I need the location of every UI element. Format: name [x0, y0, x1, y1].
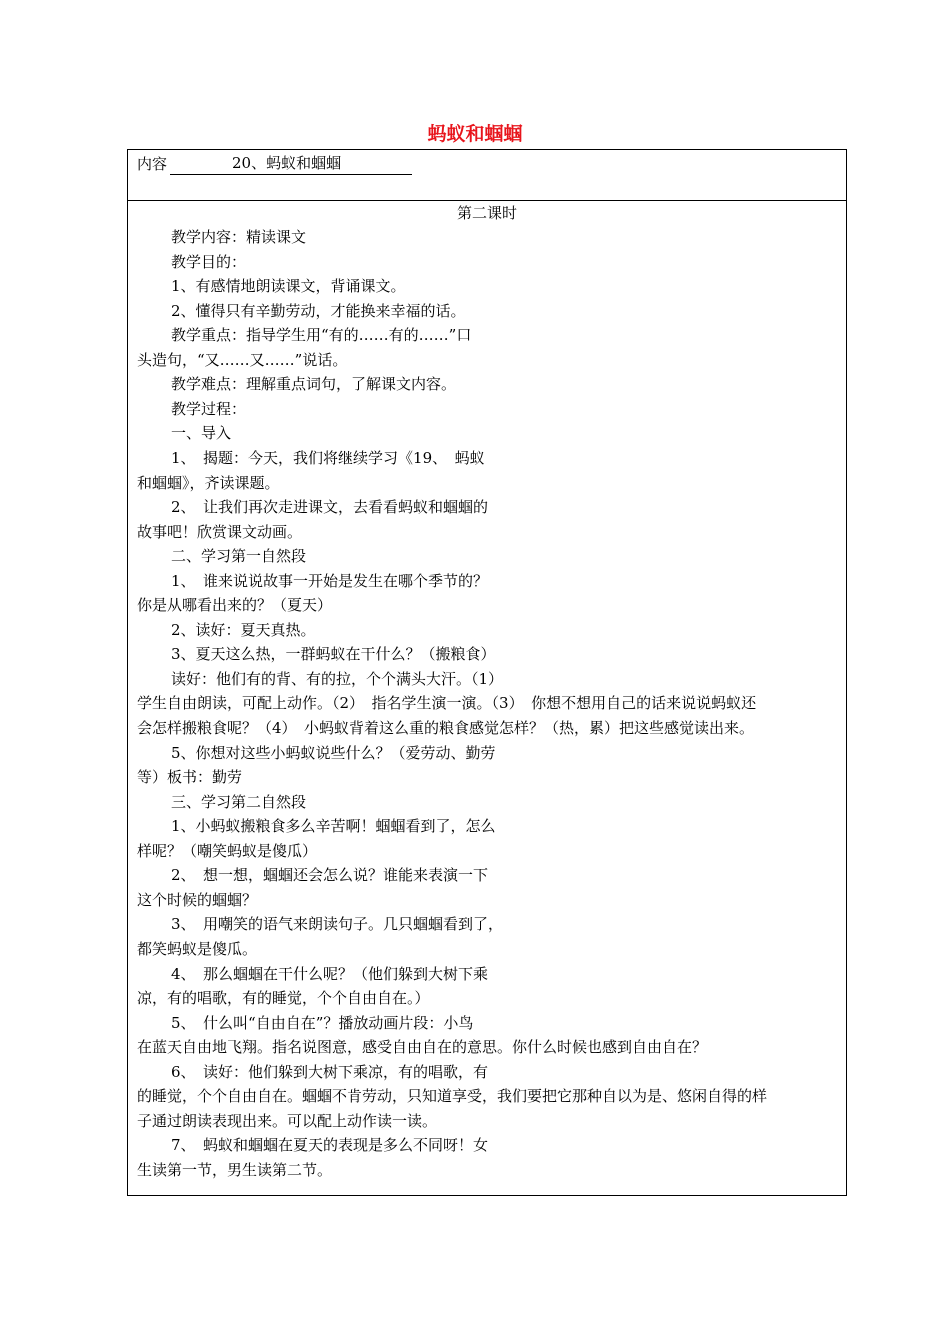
lesson-text-line: 4、 那么蝈蝈在干什么呢？（他们躲到大树下乘	[171, 964, 489, 983]
lesson-text-line: 5、 什么叫“自由自在”？播放动画片段：小鸟	[171, 1013, 474, 1032]
lesson-text-line: 教学过程：	[171, 399, 247, 418]
lesson-text-line: 样呢？（嘲笑蚂蚁是傻瓜）	[137, 841, 318, 860]
lesson-text-line: 读好：他们有的背、有的拉，个个满头大汗。（1）	[171, 669, 504, 688]
lesson-text-line: 1、 谁来说说故事一开始是发生在哪个季节的？	[171, 571, 489, 590]
lesson-text-line: 生读第一节，男生读第二节。	[137, 1160, 333, 1179]
lesson-text-line: 6、 读好：他们躲到大树下乘凉，有的唱歌，有	[171, 1062, 489, 1081]
content-header-row	[128, 150, 846, 201]
content-label: 内容	[137, 155, 168, 173]
lesson-text-line: 2、 让我们再次走进课文，去看看蚂蚁和蝈蝈的	[171, 498, 489, 517]
lesson-text-line: 1、 揭题：今天，我们将继续学习《19、 蚂蚁	[171, 449, 485, 467]
lesson-text-line: 故事吧！欣赏课文动画。	[137, 522, 303, 541]
lesson-period-heading: 第二课时	[456, 204, 517, 222]
lesson-text-line: 子通过朗读表现出来。可以配上动作读一读。	[137, 1111, 438, 1130]
lesson-text-line: 1、有感情地朗读课文，背诵课文。	[171, 277, 406, 296]
lesson-text-line: 凉，有的唱歌，有的睡觉，个个自由自在。）	[137, 989, 430, 1008]
lesson-text-line: 2、读好：夏天真热。	[171, 620, 316, 639]
content-value-underline	[170, 153, 412, 175]
lesson-text-line: 5、你想对这些小蚂蚁说些什么？（爱劳动、勤劳	[171, 743, 496, 762]
lesson-text-line: 和蝈蝈》，齐读课题。	[137, 473, 280, 492]
lesson-text-line: 一、导入	[171, 424, 232, 443]
lesson-text-line: 2、懂得只有辛勤劳动，才能换来幸福的话。	[171, 301, 466, 320]
lesson-text-line: 学生自由朗读，可配上动作。（2） 指名学生演一演。（3） 你想不想用自己的话来说说蚂蚁还	[137, 694, 757, 713]
lesson-text-line: 教学重点：指导学生用“有的……有的……”口	[171, 326, 472, 345]
lesson-text-line: 三、学习第二自然段	[171, 792, 307, 811]
lesson-text-line: 会怎样搬粮食呢？（4） 小蚂蚁背着这么重的粮食感觉怎样？（热，累）把这些感觉读出来。	[137, 719, 755, 737]
lesson-text-line: 教学难点：理解重点词句，了解课文内容。	[171, 375, 457, 394]
lesson-text-line: 1、小蚂蚁搬粮食多么辛苦啊！蝈蝈看到了，怎么	[171, 817, 496, 836]
lesson-text-line: 3、 用嘲笑的语气来朗读句子。几只蝈蝈看到了，	[171, 915, 504, 934]
lesson-text-line: 3、夏天这么热，一群蚂蚁在干什么？（搬粮食）	[171, 645, 496, 664]
document-title: 蚂蚁和蝈蝈	[427, 123, 523, 145]
lesson-text-line: 7、 蚂蚁和蝈蝈在夏天的表现是多么不同呀！女	[171, 1136, 489, 1155]
lesson-text-line: 教学内容：精读课文	[171, 228, 307, 246]
lesson-text-line: 在蓝天自由地飞翔。指名说图意，感受自由自在的意思。你什么时候也感到自由自在？	[137, 1038, 708, 1057]
lesson-text-line: 教学目的：	[171, 252, 247, 271]
lesson-text-line: 这个时候的蝈蝈？	[137, 890, 258, 909]
lesson-text-line: 2、 想一想，蝈蝈还会怎么说？谁能来表演一下	[171, 866, 489, 885]
lesson-text-line: 头造句，“又……又……”说话。	[137, 350, 348, 369]
lesson-text-line: 的睡觉，个个自由自在。蝈蝈不肯劳动，只知道享受，我们要把它那种自以为是、悠闲自得的样	[137, 1087, 768, 1106]
lesson-text-line: 你是从哪看出来的？（夏天）	[137, 596, 333, 615]
lesson-text-line: 二、学习第一自然段	[171, 547, 307, 566]
lesson-text-line: 都笑蚂蚁是傻瓜。	[137, 940, 258, 958]
content-value: 20、蚂蚁和蝈蝈	[232, 154, 342, 172]
lesson-plan-table	[127, 149, 847, 1196]
lesson-text-line: 等）板书：勤劳	[137, 768, 243, 787]
